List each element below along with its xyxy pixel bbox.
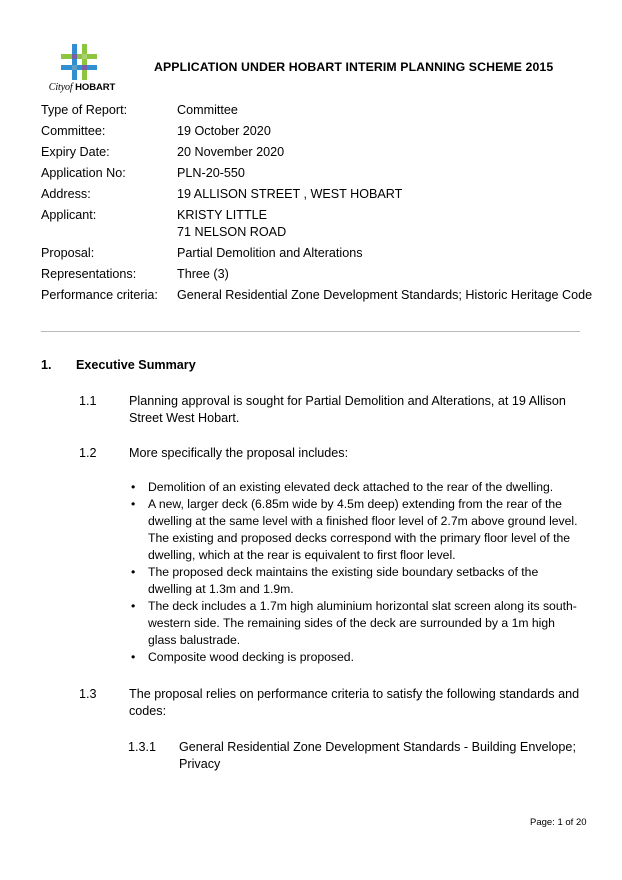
detail-row-applicant	[41, 207, 601, 241]
bullet-icon: •	[131, 565, 136, 579]
paragraph-number: 1.3	[79, 687, 97, 701]
detail-label: Address:	[41, 187, 91, 201]
paragraph-number: 1.1	[79, 394, 97, 408]
page-number: Page: 1 of 20	[530, 817, 587, 828]
logo-city-text: City	[48, 82, 66, 93]
subsection-text: General Residential Zone Development Standards - Building Envelope; Privacy	[179, 740, 576, 771]
detail-value: 19 October 2020	[177, 124, 271, 138]
bullet-icon: •	[131, 650, 136, 664]
list-item	[128, 496, 580, 564]
detail-row-proposal	[41, 245, 601, 262]
detail-value: Partial Demolition and Alterations	[177, 246, 363, 260]
list-item	[128, 598, 580, 649]
detail-row-address	[41, 186, 601, 203]
detail-label: Applicant:	[41, 208, 97, 222]
hobart-grid-logo-icon	[61, 44, 97, 80]
detail-label: Expiry Date:	[41, 145, 110, 159]
detail-value: Committee	[177, 103, 238, 117]
detail-label: Committee:	[41, 124, 106, 138]
city-of-hobart-logo	[44, 44, 120, 96]
subsection-1-3-1	[128, 739, 580, 773]
detail-row-application-no	[41, 165, 601, 182]
paragraph-number: 1.2	[79, 446, 97, 460]
detail-label: Representations:	[41, 267, 137, 281]
paragraph-1-1	[79, 393, 580, 427]
application-title: APPLICATION UNDER HOBART INTERIM PLANNING SCHEME 2015	[154, 60, 554, 74]
detail-label: Type of Report:	[41, 103, 128, 117]
detail-value: 20 November 2020	[177, 145, 285, 159]
application-details	[41, 102, 601, 308]
paragraph-text: Planning approval is sought for Partial Demolition and Alterations, at 19 Allison Street West Hobart.	[129, 394, 566, 425]
list-item	[128, 479, 580, 496]
detail-value-applicant-address: 71 NELSON ROAD	[177, 225, 287, 239]
bullet-text: Composite wood decking is proposed.	[148, 650, 354, 664]
proposal-bullet-list	[128, 479, 580, 666]
divider-line	[41, 331, 580, 332]
paragraph-1-3	[79, 686, 580, 720]
detail-row-expiry-date	[41, 144, 601, 161]
bullet-icon: •	[131, 497, 136, 511]
bullet-text: Demolition of an existing elevated deck attached to the rear of the dwelling.	[148, 480, 554, 494]
detail-row-performance-criteria	[41, 287, 601, 304]
detail-label: Proposal:	[41, 246, 95, 260]
section-heading	[41, 358, 196, 372]
bullet-icon: •	[131, 480, 136, 494]
detail-value: 19 ALLISON STREET , WEST HOBART	[177, 187, 403, 201]
bullet-icon: •	[131, 599, 136, 613]
detail-row-committee	[41, 123, 601, 140]
subsection-number: 1.3.1	[128, 740, 157, 754]
section-title: Executive Summary	[76, 358, 196, 372]
detail-row-representations	[41, 266, 601, 283]
detail-row-report-type	[41, 102, 601, 119]
section-number: 1.	[41, 358, 52, 372]
paragraph-text: More specifically the proposal includes:	[129, 446, 349, 460]
logo-hobart-text: HOBART	[75, 82, 116, 93]
detail-label: Application No:	[41, 166, 126, 180]
logo-of-text: of	[65, 82, 73, 93]
bullet-text: The proposed deck maintains the existing side boundary setbacks of the dwelling at 1.3m and 1.9m.	[148, 565, 539, 596]
logo-wordmark	[44, 82, 120, 93]
detail-label: Performance criteria:	[41, 288, 158, 302]
list-item	[128, 564, 580, 598]
bullet-text: A new, larger deck (6.85m wide by 4.5m deep) extending from the rear of the dwelling at the same level with a finished floor level of 2.7m above ground level. The existing and proposed decks correspond with the primary floor level of the dwelling, which at the rear is equivalent to first floor level.	[148, 497, 578, 562]
list-item	[128, 649, 580, 666]
detail-value: General Residential Zone Development Standards; Historic Heritage Code	[177, 288, 593, 302]
detail-value: Three (3)	[177, 267, 229, 281]
detail-value-applicant-name: KRISTY LITTLE	[177, 208, 268, 222]
paragraph-1-2	[79, 445, 580, 462]
bullet-text: The deck includes a 1.7m high aluminium horizontal slat screen along its south-western side. The remaining sides of the deck are surrounded by a 1m high glass balustrade.	[148, 599, 577, 647]
detail-value: PLN-20-550	[177, 166, 245, 180]
paragraph-text: The proposal relies on performance criteria to satisfy the following standards and codes:	[129, 687, 580, 718]
